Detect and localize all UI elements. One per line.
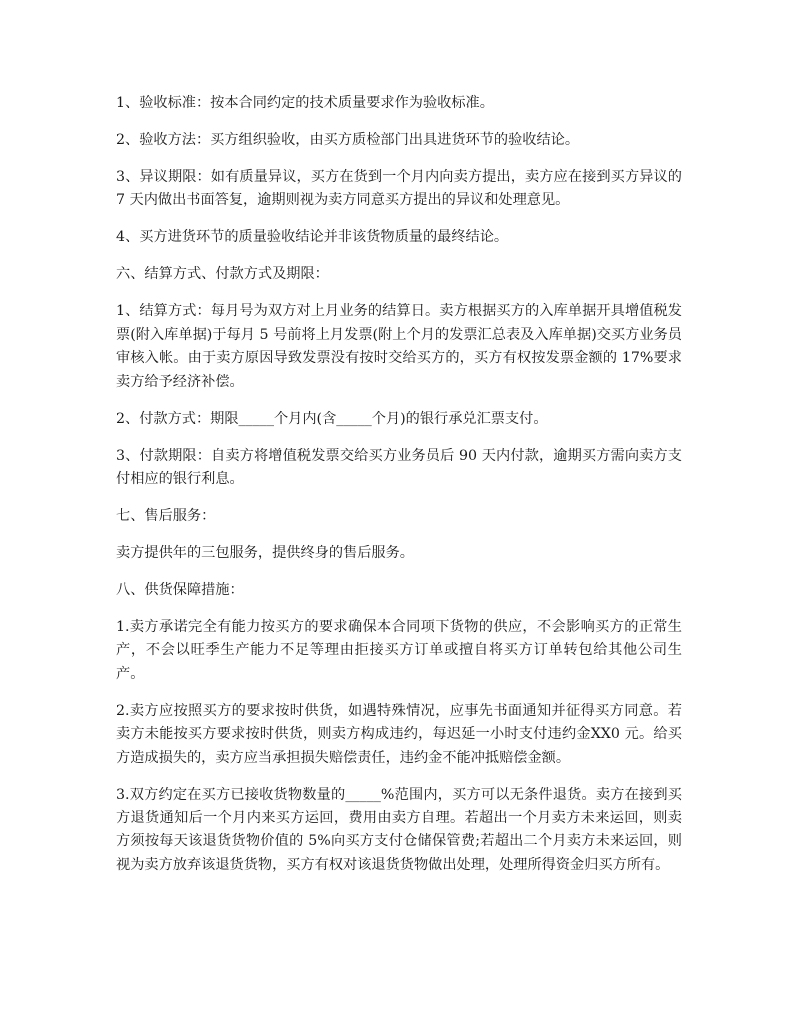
clause-returns: 3.双方约定在买方已接收货物数量的_____%范围内，买方可以无条件退货。卖方在接到买方退货通知后一个月内来买方运回，费用由卖方自理。若超出一个月卖方未来运回，则卖方须按每天该退货货物价值的 5%向买方支付仓储保管费;若超出二个月卖方未来运回，则视为卖方放弃该退货货物，买方有权对该退货货物做出处理，处理所得资金归买方所有。 <box>116 786 682 873</box>
clause-after-sales-service: 卖方提供年的三包服务，提供终身的售后服务。 <box>116 545 414 562</box>
clause-acceptance-conclusion: 4、买方进货环节的质量验收结论并非该货物质量的最终结论。 <box>116 229 509 246</box>
clause-acceptance-method: 2、验收方法：买方组织验收，由买方质检部门出具进货环节的验收结论。 <box>116 132 580 148</box>
clause-supply-commitment: 1.卖方承诺完全有能力按买方的要求确保本合同项下货物的供应，不会影响买方的正常生产，不会以旺季生产能力不足等理由拒接买方订单或擅自将买方订单转包给其他公司生产。 <box>116 619 682 682</box>
clause-payment-method: 2、付款方式：期限_____个月内(含_____个月)的银行承兑汇票支付。 <box>116 410 548 427</box>
clause-settlement-method: 1、结算方式：每月号为双方对上月业务的结算日。卖方根据买方的入库单据开具增值税发票(附入库单据)于每月 5 号前将上月发票(附上个月的发票汇总表及入库单据)交买方业务员审核入帐。由于卖方原因导致发票没有按时交给买方的，买方有权按发票金额的 17%要求卖方给予经济补偿。 <box>116 303 682 390</box>
clause-payment-period: 3、付款期限：自卖方将增值税发票交给买方业务员后 90 天内付款，逾期买方需向卖方支付相应的银行利息。 <box>116 447 682 488</box>
section-heading-settlement: 六、结算方式、付款方式及期限： <box>116 266 329 283</box>
clause-objection-period: 3、异议期限：如有质量异议，买方在货到一个月内向卖方提出，卖方应在接到买方异议的 7 天内做出书面答复，逾期则视为卖方同意买方提出的异议和处理意见。 <box>116 169 682 209</box>
clause-acceptance-standard: 1、验收标准：按本合同约定的技术质量要求作为验收标准。 <box>116 95 494 111</box>
clause-on-time-delivery: 2.卖方应按照买方的要求按时供货，如遇特殊情况，应事先书面通知并征得买方同意。若卖方未能按买方要求按时供货，则卖方构成违约，每迟延一小时支付违约金XX0 元。给买方造成损失的，卖方应当承担损失赔偿责任，违约金不能冲抵赔偿金额。 <box>116 702 682 766</box>
section-heading-supply-guarantee: 八、供货保障措施： <box>116 582 244 599</box>
section-heading-after-sales: 七、售后服务： <box>116 508 216 525</box>
